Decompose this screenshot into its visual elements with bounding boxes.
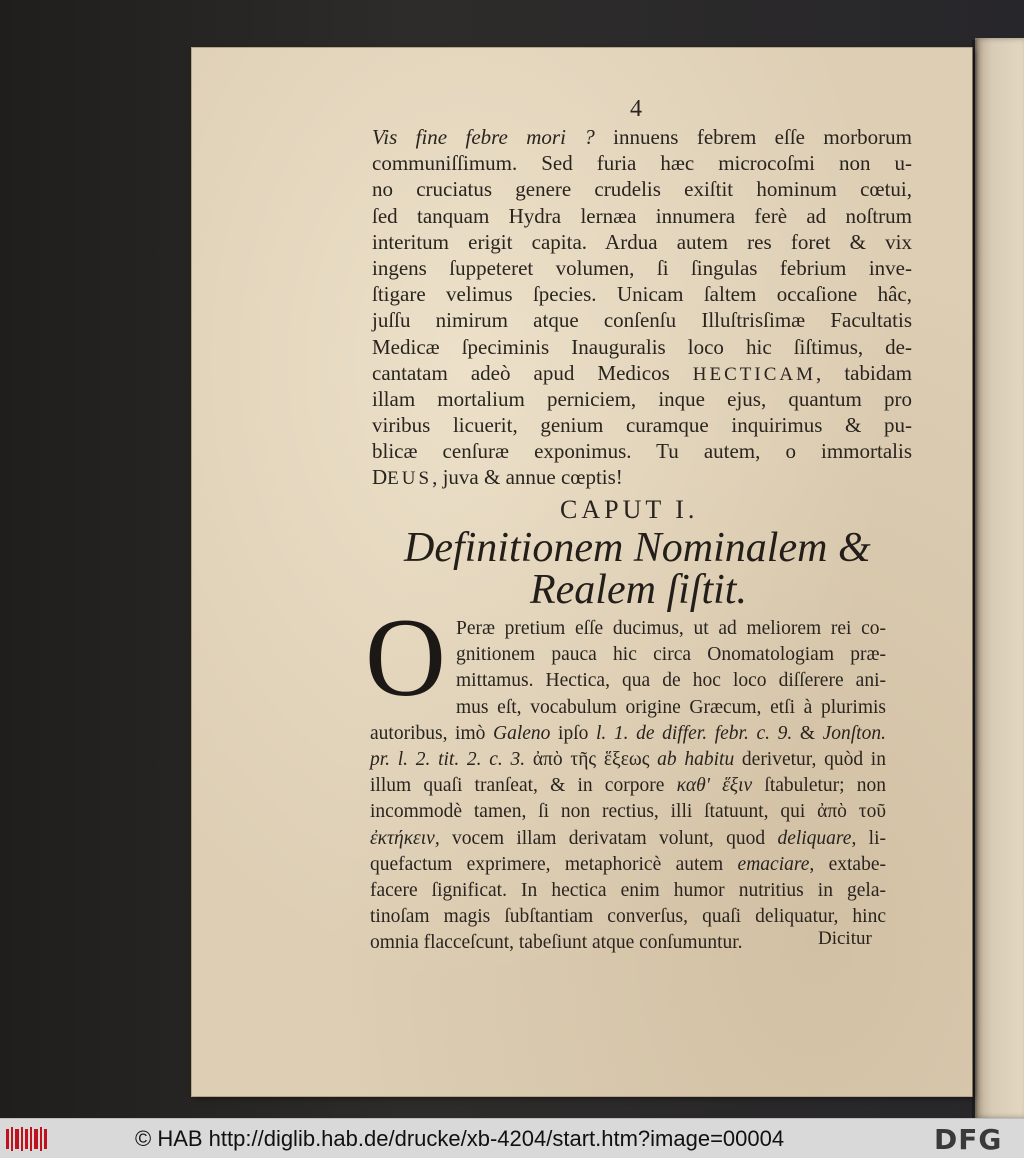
text-run: , extabe-	[809, 853, 886, 875]
chapter-label: CAPUT I.	[560, 495, 699, 524]
drop-cap: O	[365, 596, 446, 720]
text-run: gnitionem pauca hic circa Onomatologiam præ-	[456, 644, 886, 666]
text-run: autoribus, imò	[370, 722, 494, 744]
text-run: cantatam adeò apud Medicos	[372, 360, 693, 385]
text-run: juſſu nimirum atque conſenſu Illuſtrisſimæ Facultatis	[372, 308, 912, 333]
paragraph-line	[370, 799, 886, 825]
text-run: , juva & annue cœptis!	[432, 465, 623, 490]
paragraph-line	[370, 930, 886, 956]
chapter-heading-line-1: Definitionem Nominalem &	[404, 525, 871, 571]
text-run: innuens febrem eſſe morborum	[594, 125, 912, 149]
text-line	[372, 412, 912, 438]
copyright-url-link[interactable]: © HAB http://diglib.hab.de/drucke/xb-4204/start.htm?image=00004	[135, 1126, 785, 1151]
paragraph-line	[370, 747, 886, 773]
text-run: quefactum exprimere, metaphoricè autem	[370, 853, 738, 875]
text-line	[372, 438, 912, 464]
text-line	[372, 203, 912, 229]
text-run: ſtigare velimus ſpecies. Unicam ſaltem occaſione hâc,	[372, 282, 912, 307]
text-run: D	[372, 465, 388, 490]
page-number: 4	[630, 96, 642, 122]
paragraph-line	[370, 773, 886, 799]
text-line	[372, 124, 912, 150]
paragraph-line	[370, 668, 886, 694]
text-run: pr. l. 2. tit. 2. c. 3.	[370, 748, 526, 770]
text-line	[372, 386, 912, 412]
text-run: ſed tanquam Hydra lernæa innumera ferè ad noſtrum	[372, 203, 912, 228]
text-line	[372, 281, 912, 307]
text-run: vocem illam derivatam volunt, quod	[439, 827, 778, 849]
text-run: ingens ſuppeteret volumen, ſi ſingulas febrium inve-	[372, 255, 912, 280]
text-run: ἐκτήκειν,	[370, 827, 440, 849]
text-run: incommodè tamen, ſi non rectius, illi ſtatuunt, qui ἀπὸ τοῦ	[370, 801, 886, 823]
paragraph-line	[370, 616, 886, 642]
text-run: illum quaſi tranſeat, & in corpore	[370, 775, 677, 797]
facing-page-edge	[975, 38, 1024, 1118]
text-line	[372, 334, 912, 360]
text-line	[372, 229, 912, 255]
text-run: no cruciatus genere crudelis exiſtit hominum cœtui,	[372, 177, 912, 202]
intro-text-block	[372, 124, 912, 491]
chapter-paragraph	[370, 616, 886, 956]
text-run: viribus licuerit, genium curamque inquirimus & pu-	[372, 413, 912, 438]
text-run: omnia flacceſcunt, tabeſiunt atque conſumuntur.	[370, 932, 743, 954]
text-run: mus eſt, vocabulum origine Græcum, etſi à plurimis	[456, 696, 886, 718]
text-run: emaciare	[737, 853, 810, 875]
text-line	[372, 464, 912, 490]
paragraph-line	[370, 695, 886, 721]
text-run: καθ' ἕξιν	[676, 775, 753, 797]
paragraph-line	[370, 642, 886, 668]
text-run: illam mortalium perniciem, inque ejus, quantum pro	[372, 386, 912, 411]
catchword: Dicitur	[818, 928, 872, 949]
text-run: tinoſam magis ſubſtantiam converſus, quaſi deliquatur, hinc	[370, 906, 886, 928]
dfg-logo[interactable]: DFG	[934, 1123, 1003, 1156]
text-run: ἀπὸ τῆς ἕξεως	[525, 748, 658, 770]
text-run: HECTICAM	[692, 363, 817, 385]
gutter-shadow	[972, 40, 978, 1118]
text-run: , tabidam	[816, 360, 912, 385]
text-line	[372, 150, 912, 176]
text-run: ipſo	[550, 722, 596, 744]
text-run: Peræ pretium eſſe ducimus, ut ad meliorem rei co-	[456, 618, 886, 639]
text-run: l. 1. de differ. febr. c. 9.	[595, 722, 793, 744]
text-run: , li-	[851, 827, 886, 849]
paragraph-line	[370, 721, 886, 747]
text-line	[372, 255, 912, 281]
text-run: blicæ cenſuræ exponimus. Tu autem, o immortalis	[372, 439, 912, 464]
hab-barcode-logo-icon[interactable]	[6, 1127, 50, 1151]
text-run: interitum erigit capita. Ardua autem res foret & vix	[372, 229, 912, 254]
chapter-heading-line-2: Realem ſiſtit.	[530, 567, 747, 613]
text-run: deliquare	[777, 827, 852, 849]
paragraph-line	[370, 904, 886, 930]
text-run: Medicæ ſpeciminis Inauguralis loco hic ſiſtimus, de-	[372, 334, 912, 359]
paragraph-line	[370, 826, 886, 852]
text-run: mittamus. Hectica, qua de hoc loco diſſerere ani-	[456, 670, 886, 692]
text-run: Galeno	[493, 722, 551, 744]
text-run: facere ſignificat. In hectica enim humor nutritius in gela-	[370, 879, 886, 901]
text-run: ab habitu	[657, 748, 735, 770]
text-run: Jonſton.	[822, 722, 886, 744]
text-run: derivetur, quòd in	[734, 748, 886, 770]
text-run: EUS	[387, 468, 433, 490]
text-line	[372, 360, 912, 386]
viewer-footer	[0, 1118, 1024, 1158]
text-run: ſtabuletur; non	[752, 775, 886, 797]
paragraph-line	[370, 878, 886, 904]
text-run: Vis fine febre mori ?	[372, 125, 595, 149]
text-line	[372, 176, 912, 202]
text-run: &	[792, 722, 823, 744]
text-line	[372, 307, 912, 333]
text-run: communiſſimum. Sed furia hæc microcoſmi non u-	[372, 151, 912, 176]
paragraph-line	[370, 852, 886, 878]
